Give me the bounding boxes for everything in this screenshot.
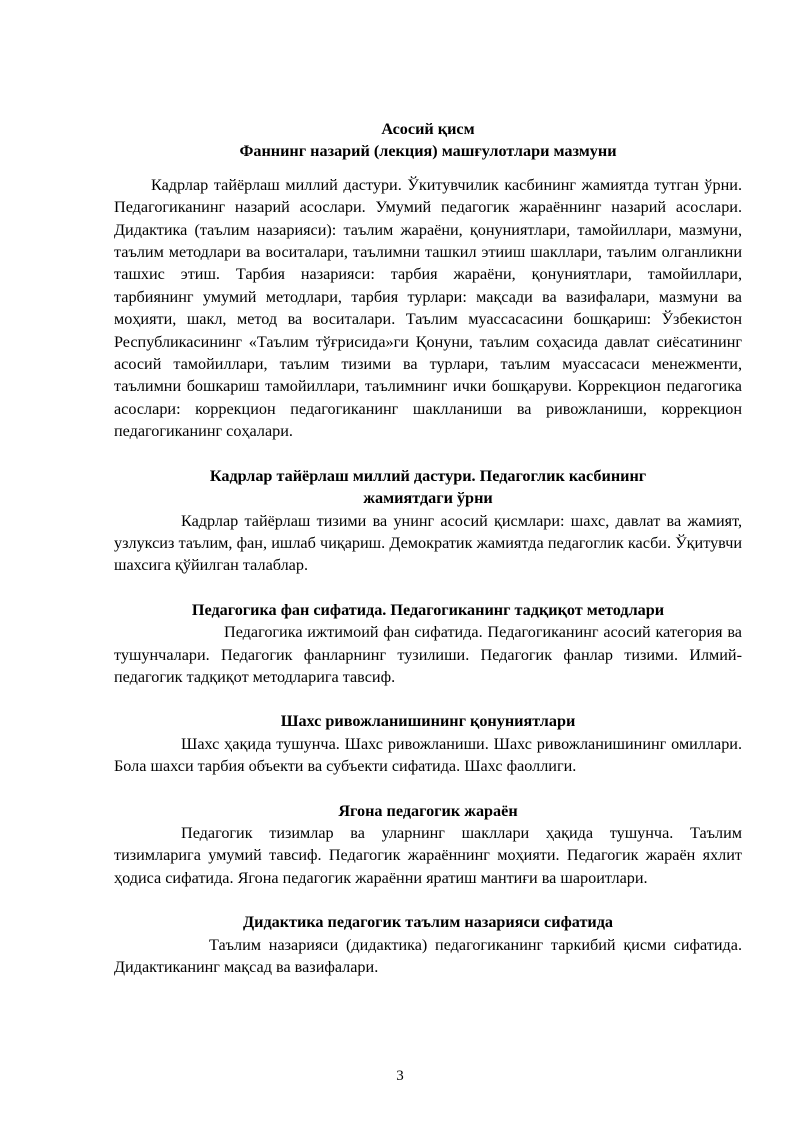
main-heading-line-1: Асосий қисм (381, 120, 475, 138)
section-heading-4-line-1: Ягона педагогик жараён (338, 801, 518, 820)
main-heading-line-2: Фаннинг назарий (лекция) машғулотлари мазмуни (239, 142, 617, 161)
section-heading-5 (114, 911, 742, 933)
section-heading-5-line-1: Дидактика педагогик таълим назарияси сифатида (242, 913, 614, 932)
main-heading (114, 118, 742, 163)
section-heading-1-line-2: жамиятдаги ўрни (363, 489, 493, 508)
intro-paragraph: Кадрлар тайёрлаш миллий дастури. Ўкитувчилик касбининг жамиятда тутган ўрни. Педагогиканинг назарий асослари. Умумий педагогик жараённинг назарий асослари. Дидактика (таълим назарияси): таълим жараёни, қонуниятлари, тамойиллари, мазмуни, таълим методлари ва воситалари, таълимни ташкил этииш шакллари, таълим олганликни ташхис этиш. Тарбия назарияси: тарбия жараёни, қонуниятлари, тамойиллари, тарбиянинг умумий методлари, тарбия турлари: мақсади ва вазифалари, мазмуни ва моҳияти, шакл, метод ва воситалари. Таълим муассасасини бошқариш: Ўзбекистон Республикасининг «Таълим тўғрисида»ги Қонуни, таълим соҳасида давлат сиёсатининг асосий тамойиллари, таълим тизими ва турлари, таълим муассасаси менежменти, таълимни бошкариш тамойиллари, таълимнинг ички бошқаруви. Коррекцион педагогика асослари: коррекцион педагогиканинг шаклланиши ва ривожланиши, коррекцион педагогиканинг соҳалари. (114, 175, 742, 441)
section-body-5: Таълим назарияси (дидактика) педагогиканинг таркибий қисми сифатида. Дидактиканинг мақсад ва вазифалари. (114, 935, 742, 976)
document-page (114, 118, 742, 978)
section-heading-1 (114, 465, 742, 510)
section-heading-2 (114, 599, 742, 621)
section-body-4: Педагогик тизимлар ва уларнинг шакллари ҳақида тушунча. Таълим тизимларига умумий тавсиф. Педагогик жараённинг моҳияти. Педагогик жараён яхлит ҳодиса сифатида. Ягона педагогик жараённи яратиш мантиғи ва шароитлари. (114, 823, 742, 887)
section-heading-1-line-1: Кадрлар тайёрлаш миллий дастури. Педагоглик касбининг (209, 466, 647, 485)
section-body-1: Кадрлар тайёрлаш тизими ва унинг асосий қисмлари: шахс, давлат ва жамият, узлуксиз таълим, фан, ишлаб чиқариш. Демократик жамиятда педагоглик касби. Ўқитувчи шахсига қўйилган талаблар. (114, 511, 742, 575)
page-number: 3 (396, 1068, 404, 1084)
section-heading-2-line-1: Педагогика фан сифатида. Педагогиканинг тадқиқот методлари (191, 600, 665, 619)
section-heading-4 (114, 800, 742, 822)
section-heading-3-line-1: Шахс ривожланишининг қонуниятлари (280, 712, 576, 731)
section-body-2: Педагогика ижтимоий фан сифатида. Педагогиканинг асосий категория ва тушунчалари. Педагогик фанларнинг тузилиши. Педагогик фанлар тизими. Илмий-педагогик тадқиқот методларига тавсиф. (114, 623, 742, 686)
section-body-3: Шахс ҳақида тушунча. Шахс ривожланиши. Шахс ривожланишининг омиллари. Бола шахси тарбия объекти ва субъекти сифатида. Шахс фаоллиги. (114, 734, 742, 776)
section-heading-3 (114, 710, 742, 732)
